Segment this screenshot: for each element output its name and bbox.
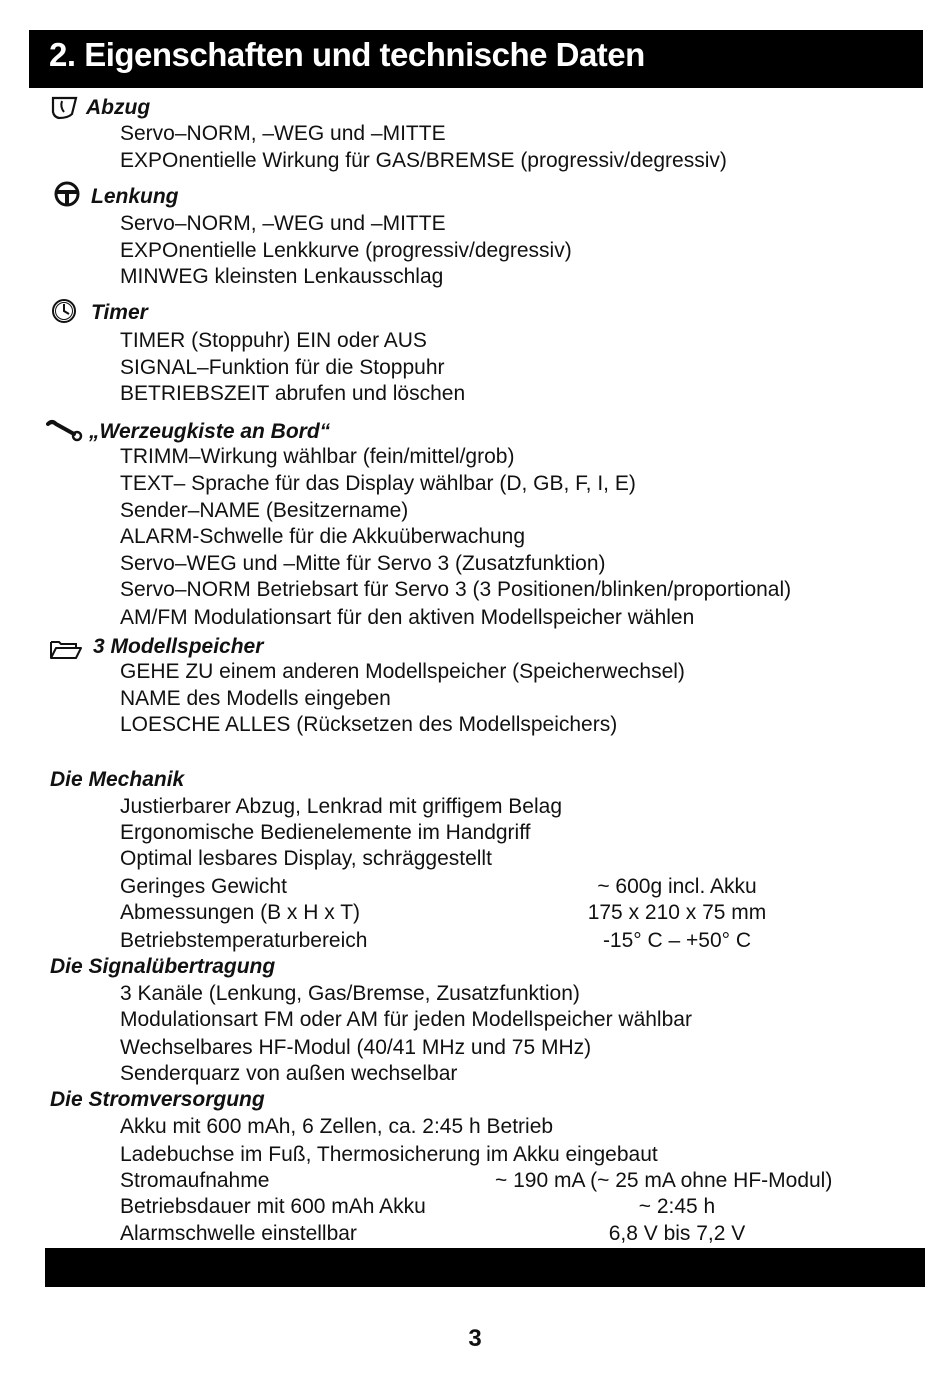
section-title-lenkung: Lenkung <box>91 185 179 208</box>
section-line: AM/FM Modulationsart für den aktiven Modellspeicher wählen <box>120 606 695 629</box>
wrench-icon <box>46 418 84 444</box>
spec-value: ~ 600g incl. Akku <box>597 875 757 898</box>
steering-wheel-icon <box>53 181 83 207</box>
section-line: SIGNAL–Funktion für die Stoppuhr <box>120 356 445 379</box>
section-title-abzug: Abzug <box>86 96 151 119</box>
section-title-modellspeicher: 3 Modellspeicher <box>93 635 264 658</box>
folder-icon <box>48 636 84 662</box>
section-line: LOESCHE ALLES (Rücksetzen des Modellspeichers) <box>120 713 618 736</box>
spec-value: ~ 190 mA (~ 25 mA ohne HF-Modul) <box>495 1169 833 1192</box>
section-line: Optimal lesbares Display, schräggestellt <box>120 847 492 870</box>
section-line: Senderquarz von außen wechselbar <box>120 1062 458 1085</box>
section-line: MINWEG kleinsten Lenkausschlag <box>120 265 444 288</box>
section-line: Servo–NORM, –WEG und –MITTE <box>120 212 446 235</box>
section-line: TEXT– Sprache für das Display wählbar (D, GB, F, I, E) <box>120 472 636 495</box>
section-title-signal: Die Signalübertragung <box>50 955 276 978</box>
section-line: EXPOnentielle Wirkung für GAS/BREMSE (progressiv/degressiv) <box>120 149 727 172</box>
section-line: EXPOnentielle Lenkkurve (progressiv/degressiv) <box>120 239 572 262</box>
section-title-mechanik: Die Mechanik <box>50 768 185 791</box>
footer-bar <box>45 1248 925 1287</box>
section-line: Servo–NORM Betriebsart für Servo 3 (3 Positionen/blinken/proportional) <box>120 578 792 601</box>
section-header-bar <box>29 30 923 88</box>
spec-label: Geringes Gewicht <box>120 875 287 898</box>
section-line: Servo–NORM, –WEG und –MITTE <box>120 122 446 145</box>
section-line: Ladebuchse im Fuß, Thermosicherung im Akku eingebaut <box>120 1143 658 1166</box>
section-line: Ergonomische Bedienelemente im Handgriff <box>120 821 531 844</box>
spec-value: ~ 2:45 h <box>638 1195 716 1218</box>
section-line: Sender–NAME (Besitzername) <box>120 499 409 522</box>
section-line: Wechselbares HF-Modul (40/41 MHz und 75 MHz) <box>120 1036 592 1059</box>
section-line: Akku mit 600 mAh, 6 Zellen, ca. 2:45 h Betrieb <box>120 1115 554 1138</box>
section-title-strom: Die Stromversorgung <box>50 1088 265 1111</box>
section-title-werkzeugkiste: „Werzeugkiste an Bord“ <box>89 420 331 443</box>
section-line: Justierbarer Abzug, Lenkrad mit griffigem Belag <box>120 795 563 818</box>
spec-value: 175 x 210 x 75 mm <box>587 901 767 924</box>
clock-icon <box>50 298 80 324</box>
spec-label: Abmessungen (B x H x T) <box>120 901 361 924</box>
section-line: BETRIEBSZEIT abrufen und löschen <box>120 382 466 405</box>
section-line: ALARM-Schwelle für die Akkuüberwachung <box>120 525 526 548</box>
trigger-icon <box>50 95 80 121</box>
spec-label: Alarmschwelle einstellbar <box>120 1222 357 1245</box>
spec-label: Betriebsdauer mit 600 mAh Akku <box>120 1195 426 1218</box>
spec-value: 6,8 V bis 7,2 V <box>608 1222 746 1245</box>
section-line: Servo–WEG und –Mitte für Servo 3 (Zusatzfunktion) <box>120 552 606 575</box>
page-number: 3 <box>468 1325 482 1352</box>
section-line: NAME des Modells eingeben <box>120 687 391 710</box>
section-title-timer: Timer <box>91 301 148 324</box>
section-line: 3 Kanäle (Lenkung, Gas/Bremse, Zusatzfunktion) <box>120 982 580 1005</box>
section-line: TRIMM–Wirkung wählbar (fein/mittel/grob) <box>120 445 515 468</box>
spec-label: Stromaufnahme <box>120 1169 270 1192</box>
spec-value: -15° C – +50° C <box>602 929 752 952</box>
section-line: GEHE ZU einem anderen Modellspeicher (Speicherwechsel) <box>120 660 685 683</box>
section-line: Modulationsart FM oder AM für jeden Modellspeicher wählbar <box>120 1008 692 1031</box>
page-title: 2. Eigenschaften und technische Daten <box>49 36 645 73</box>
spec-label: Betriebstemperaturbereich <box>120 929 368 952</box>
section-line: TIMER (Stoppuhr) EIN oder AUS <box>120 329 427 352</box>
